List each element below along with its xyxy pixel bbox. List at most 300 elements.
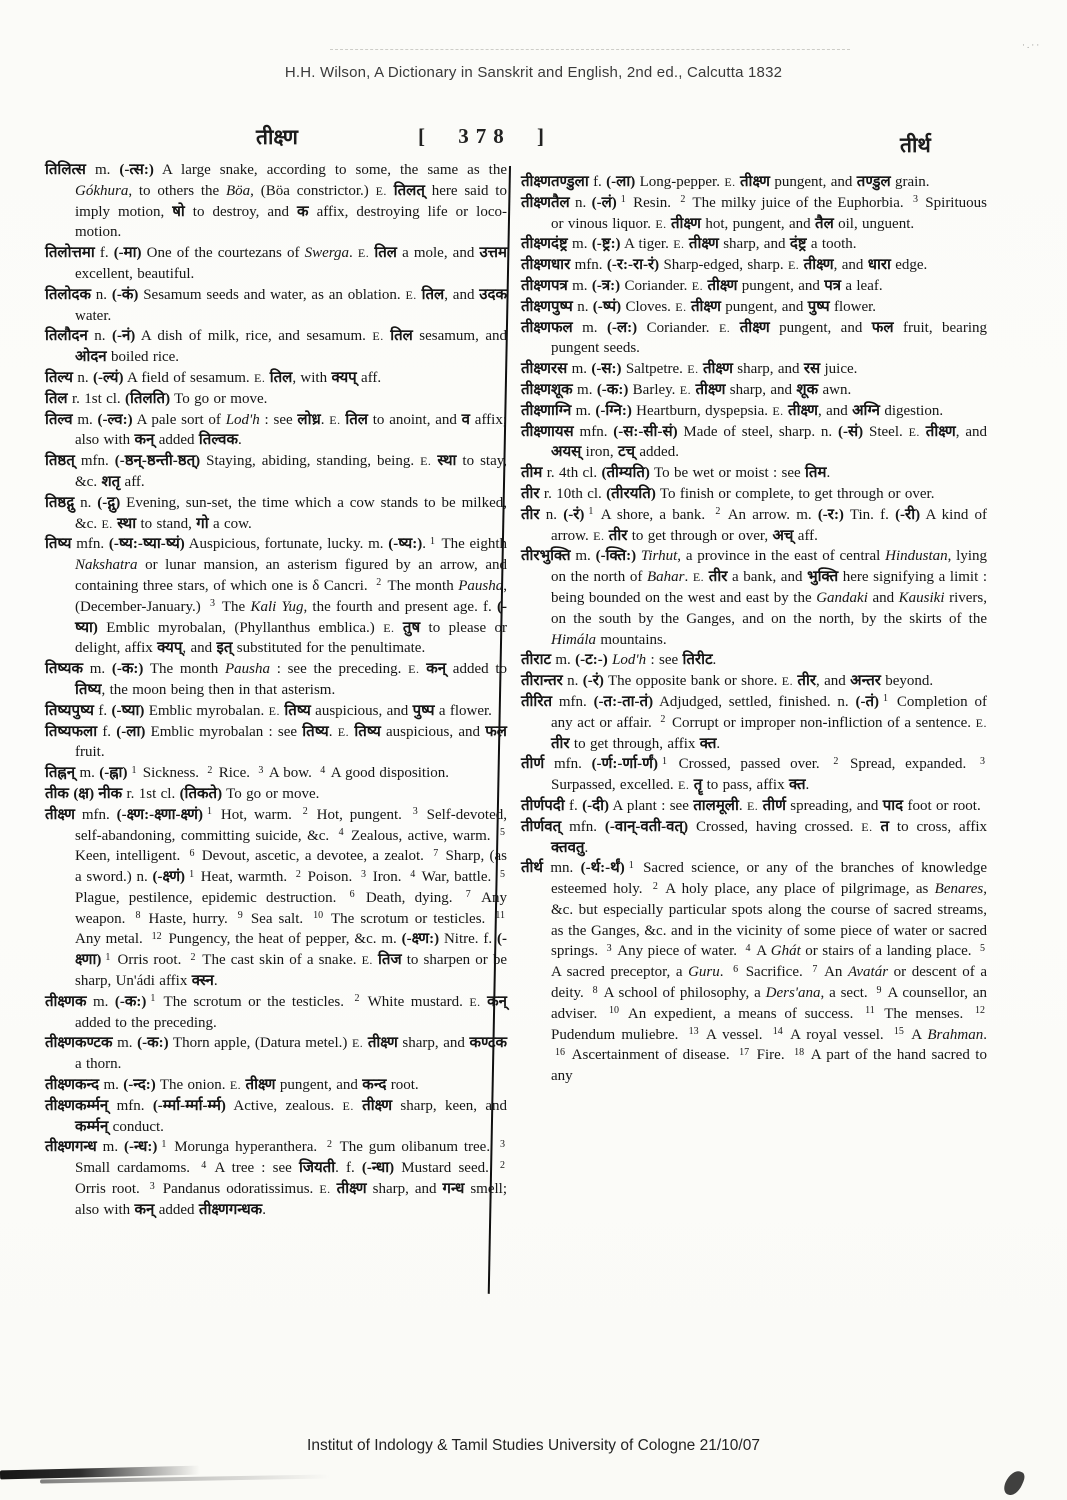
devanagari-text: (-कं) bbox=[111, 286, 139, 303]
dictionary-entry: तीरित mfn. (-त:-ता-तं) Adjudged, settled, finished. n. (-तं) $^1$ Completion of any act or affair. $^2$ Corrupt or improper non-infliction of a sentence. E. तीर to get through, affix क्त. bbox=[521, 693, 988, 752]
headword: तीक्ष्णाग्नि bbox=[521, 402, 576, 419]
sense-number: 2 bbox=[207, 764, 213, 776]
headword: तिलौदन bbox=[45, 328, 95, 345]
dictionary-entry: तीक्ष्णपत्र m. (-त्र:) Coriander. E. तीक्ष्ण pungent, and पत्र a leaf. bbox=[521, 277, 883, 294]
devanagari-text: तीक्ष्ण bbox=[783, 402, 818, 419]
sense-number: 3 bbox=[149, 1180, 155, 1192]
devanagari-text: (-स:) bbox=[591, 361, 622, 378]
sense-number: 3 bbox=[258, 764, 264, 776]
devanagari-text: रस bbox=[803, 361, 821, 378]
dictionary-entry: तिह्नन् m. (-ह्ना) $^1$ Sickness. $^2$ Rice. $^3$ A bow. $^4$ A good disposition. bbox=[45, 764, 450, 782]
devanagari-text: (-ष्पं) bbox=[592, 298, 622, 315]
dictionary-entry: तीक्ष्ण mfn. (-क्ष्ण:-क्ष्णा-क्ष्णं) $^1$ Hot, warm. $^2$ Hot, pungent. $^3$ Self-devoted, self-abandoning, committing suicide, &c. $^4$ Zealous, active, warm. $^5$ Keen, intelligent. $^6$ Devout, ascetic, a devotee, a zealot. $^7$ Sharp, (as a sword.) n. (-क्ष्णं) $^1$ Heat, warmth. $^2$ Poison. $^3$ Iron. $^4$ War, battle. $^5$ Plague, pestilence, epidemic destruction. $^6$ Death, dying. $^7$ Any weapon. $^8$ Haste, hurry. $^9$ Sea salt. $^{10}$ The scrotum or testicles. $^{11}$ Any metal. $^{12}$ Pungency, the heat of pepper, &c. m. (-क्ष्ण:) Nitre. f. (-क्ष्णा) $^1$ Orris root. $^2$ The cast skin of a snake. E. तिज to sharpen or be sharp, Un'ádi affix क्स्न. bbox=[45, 806, 507, 990]
italic-term: Lod'h bbox=[225, 411, 260, 428]
devanagari-text: भुक्ति bbox=[807, 569, 839, 586]
headword: तिल्व bbox=[45, 411, 78, 428]
devanagari-text: कन्द bbox=[362, 1077, 387, 1094]
devanagari-text: (-मा) bbox=[113, 245, 142, 262]
sense-number: 3 bbox=[912, 194, 918, 206]
etymology-marker: E. bbox=[687, 362, 699, 377]
devanagari-text: ओदन bbox=[75, 349, 107, 366]
italic-term: Gandaki bbox=[816, 589, 868, 606]
devanagari-text: (-द्गु) bbox=[97, 494, 121, 511]
etymology-marker: E. bbox=[675, 299, 687, 314]
italic-term: Ders'ana bbox=[765, 985, 821, 1002]
etymology-marker: E. bbox=[319, 1182, 331, 1197]
sense-number: 11 bbox=[865, 1005, 875, 1017]
devanagari-text: (-ला) bbox=[116, 723, 146, 740]
etymology-marker: E. bbox=[724, 175, 736, 189]
dictionary-entry: तीक्ष्णदंष्ट्र m. (-ष्ट्र:) A tiger. E. तीक्ष्ण sharp, and दंष्ट्र a tooth. bbox=[521, 236, 857, 253]
italic-term: Kali Yug bbox=[250, 598, 304, 615]
devanagari-text: (-ष्या) bbox=[111, 702, 145, 719]
sense-number: 3 bbox=[361, 868, 366, 880]
sense-number: 1 bbox=[189, 868, 195, 880]
headword: तीर bbox=[521, 485, 544, 502]
devanagari-text: तिष्य bbox=[280, 702, 311, 719]
sense-number: 9 bbox=[237, 910, 243, 922]
sense-number: 12 bbox=[151, 930, 162, 942]
headword: तीक्ष्णपत्र bbox=[521, 277, 573, 294]
sense-number: 8 bbox=[135, 910, 141, 922]
sense-number: 7 bbox=[465, 889, 471, 901]
etymology-marker: E. bbox=[655, 216, 667, 231]
devanagari-text: (तीम्यति) bbox=[601, 465, 650, 482]
italic-term: Böa bbox=[225, 182, 251, 199]
italic-term: Ghát bbox=[770, 943, 801, 960]
devanagari-text: (-र:-रा-रं) bbox=[606, 257, 660, 274]
devanagari-text: व bbox=[461, 411, 471, 428]
devanagari-text: तिल bbox=[340, 411, 368, 428]
sense-number: 1 bbox=[430, 535, 435, 547]
headword: तीक्ष्णतण्डुला bbox=[521, 174, 594, 190]
devanagari-text: नीक bbox=[98, 785, 123, 802]
devanagari-text: क्यप् bbox=[157, 640, 183, 657]
dictionary-entry: तिष्य mfn. (-ष्य:-ष्या-ष्यं) Auspicious, fortunate, lucky. m. (-ष्य:). $^1$ The eighth Nakshatra or lunar mansion, an asterism figured by an arrow, and containing three stars, of which one is δ Cancri. $^2$ The month Pausha, (December-January.) $^3$ The Kali Yug, the fourth and present age. f. (-ष्या) Emblic myrobalan, (Phyllanthus emblica.) E. तुष to please or delight, affix क्यप्, and इत् substituted for the penultimate. bbox=[45, 535, 508, 657]
devanagari-text: टच् bbox=[617, 444, 636, 461]
dictionary-entry: तीक्ष्णकन्द m. (-न्द:) The onion. E. तीक्ष्ण pungent, and कन्द root. bbox=[45, 1077, 419, 1094]
dictionary-entry: तीराट m. (-ट:-) Lod'h : see तिरीट. bbox=[521, 652, 717, 669]
headword: तीर्थ bbox=[521, 860, 551, 877]
italic-term: Pausha bbox=[224, 661, 270, 678]
sense-number: 18 bbox=[794, 1046, 805, 1058]
headword: तीक्ष्णकर्म्मन् bbox=[45, 1097, 117, 1114]
devanagari-text: (तीरयति) bbox=[606, 485, 656, 502]
dictionary-entry: तीक्ष्णरस m. (-स:) Saltpetre. E. तीक्ष्ण sharp, and रस juice. bbox=[521, 361, 858, 378]
dictionary-entry: तीक्ष्णकण्टक m. (-क:) Thorn apple, (Datura metel.) E. तीक्ष्ण sharp, and कण्टक a thorn. bbox=[45, 1035, 507, 1073]
devanagari-text: तिल bbox=[369, 245, 397, 262]
sense-number: 10 bbox=[313, 910, 324, 922]
sense-number: 12 bbox=[975, 1005, 985, 1017]
dictionary-entry: तिलोत्तमा f. (-मा) One of the courtezans of Swerga. E. तिल a mole, and उत्तम excellent, beautiful. bbox=[45, 245, 507, 282]
devanagari-text: (-क्ष्ण:-क्ष्णा-क्ष्णं) bbox=[116, 806, 204, 823]
sense-number: 1 bbox=[588, 506, 594, 518]
scan-source-caption: H.H. Wilson, A Dictionary in Sanskrit and English, 2nd ed., Calcutta 1832 bbox=[284, 64, 783, 81]
sense-number: 2 bbox=[680, 194, 686, 206]
running-head-right: तीर्थ bbox=[900, 133, 931, 157]
devanagari-text: तुष bbox=[394, 619, 421, 636]
sense-number: 2 bbox=[500, 1159, 506, 1171]
devanagari-text: उदक bbox=[479, 286, 507, 303]
devanagari-text: कन् bbox=[419, 661, 447, 678]
headword: तीक्ष्णक bbox=[45, 993, 93, 1010]
headword: तीक्ष्णधार bbox=[521, 257, 575, 274]
devanagari-text: (-न्ध:) bbox=[123, 1139, 158, 1156]
etymology-marker: E. bbox=[420, 454, 432, 469]
devanagari-text: (-ल:) bbox=[607, 319, 638, 336]
devanagari-text: कन् bbox=[134, 1201, 155, 1218]
sense-number: 3 bbox=[606, 942, 612, 954]
devanagari-text: क्त bbox=[699, 735, 717, 752]
italic-term: Lod'h bbox=[612, 652, 647, 669]
italic-term: Gókhura bbox=[75, 182, 129, 199]
devanagari-text: तीक्ष्ण bbox=[363, 1035, 398, 1052]
headword: तिष्ठत् bbox=[45, 453, 81, 470]
headword: तीक्ष्णदंष्ट्र bbox=[521, 236, 573, 253]
etymology-marker: E. bbox=[781, 674, 794, 689]
dictionary-entry: तिलित्स m. (-त्स:) A large snake, according to some, the same as the Gókhura, to others the Böa, (Böa constrictor.) E. तिलत् here said to imply motion, षो to destroy, and क affix, destroying life or loco-motion. bbox=[45, 162, 508, 241]
sense-number: 5 bbox=[980, 942, 985, 954]
devanagari-text: पाद bbox=[882, 797, 904, 814]
dictionary-entry: तीक्ष्णधार mfn. (-र:-रा-रं) Sharp-edged, sharp. E. तीक्ष्ण, and धारा edge. bbox=[521, 257, 928, 274]
dictionary-entry: तीक्ष्णतैल n. (-लं) $^1$ Resin. $^2$ The milky juice of the Euphorbia. $^3$ Spirituous or vinous liquor. E. तीक्ष्ण hot, pungent, and तैल oil, unguent. bbox=[521, 194, 987, 232]
etymology-marker: E. bbox=[357, 246, 370, 261]
headword: तीक्ष्णशूक bbox=[521, 381, 578, 398]
devanagari-text: जियती bbox=[298, 1160, 336, 1177]
italic-term: Guru bbox=[688, 964, 720, 981]
sense-number: 2 bbox=[295, 868, 301, 880]
devanagari-text: (-दी) bbox=[582, 797, 609, 814]
headword: तीक bbox=[45, 785, 74, 802]
dictionary-entry: तीर n. (-रं) $^1$ A shore, a bank. $^2$ An arrow. m. (-र:) Tin. f. (-री) A kind of arrow. E. तीर to get through or over, अच् aff. bbox=[521, 506, 988, 544]
devanagari-text: शूक bbox=[796, 381, 819, 398]
devanagari-text: तीक्ष्णगन्धक bbox=[198, 1201, 263, 1218]
sense-number: 1 bbox=[661, 755, 667, 767]
footer-caption: Institut of Indology & Tamil Studies University of Cologne 21/10/07 bbox=[307, 1437, 760, 1454]
devanagari-text: (-रं) bbox=[563, 506, 585, 523]
devanagari-text: तीक्ष्ण bbox=[691, 381, 726, 398]
headword: तीर्णपदी bbox=[521, 797, 570, 814]
sense-number: 2 bbox=[715, 506, 721, 518]
sense-number: 1 bbox=[207, 806, 213, 818]
devanagari-text: (-क:) bbox=[114, 993, 147, 1010]
sense-number: 17 bbox=[739, 1046, 750, 1058]
etymology-marker: E. bbox=[772, 403, 784, 418]
sense-number: 6 bbox=[349, 889, 355, 901]
devanagari-text: अग्नि bbox=[852, 402, 880, 419]
devanagari-text: (-ह्ना) bbox=[99, 765, 128, 782]
devanagari-text: तिष्य bbox=[302, 723, 329, 740]
devanagari-text: अच् bbox=[772, 527, 794, 544]
dictionary-entry: तीम r. 4th cl. (तीम्यति) To be wet or moist : see तिम. bbox=[521, 465, 831, 482]
devanagari-text: इत् bbox=[216, 640, 233, 657]
devanagari-text: तिल bbox=[416, 286, 445, 303]
devanagari-text: कर्म्मन् bbox=[75, 1118, 109, 1135]
sense-number: 7 bbox=[812, 963, 818, 975]
dictionary-entry: तीरान्तर n. (-रं) The opposite bank or shore. E. तीर, and अन्तर beyond. bbox=[521, 673, 934, 690]
dictionary-entry: तिल्व m. (-ल्व:) A pale sort of Lod'h : see लोध्र. E. तिल to anoint, and व affix; also with कन् added तिल्वक. bbox=[45, 411, 508, 449]
etymology-marker: E. bbox=[469, 994, 481, 1009]
italic-term: Kausiki bbox=[898, 589, 945, 606]
devanagari-text: (-क्ति:) bbox=[595, 548, 637, 565]
etymology-marker: E. bbox=[678, 778, 690, 793]
devanagari-text: (-र:) bbox=[817, 506, 844, 523]
devanagari-text: (-ष्य:) bbox=[388, 536, 423, 553]
devanagari-text: धारा bbox=[867, 257, 891, 274]
devanagari-text: तीक्ष्ण bbox=[730, 319, 770, 336]
devanagari-text: तीक्ष्ण bbox=[735, 174, 770, 190]
devanagari-text: (-ष्ठन्-ष्ठन्ती-ष्ठत्) bbox=[114, 453, 201, 470]
headword: तिष्यक bbox=[45, 661, 90, 678]
devanagari-text: (-ल्यं) bbox=[92, 369, 124, 386]
headword: तीक्ष्णगन्ध bbox=[45, 1139, 103, 1156]
devanagari-text: तीक्ष्ण bbox=[698, 361, 733, 378]
devanagari-text: गन्ध bbox=[442, 1181, 465, 1198]
sense-number: 4 bbox=[320, 764, 326, 776]
headword: तीक्ष्णकन्द bbox=[45, 1077, 104, 1094]
italic-term: Brahman bbox=[927, 1026, 984, 1043]
devanagari-text: तिल्वक bbox=[198, 432, 238, 449]
etymology-marker: E. bbox=[975, 715, 988, 730]
devanagari-text: तीर bbox=[793, 673, 816, 690]
devanagari-text: (-ला) bbox=[606, 174, 636, 190]
sense-number: 10 bbox=[609, 1005, 619, 1017]
dictionary-entry: तीक्ष्णगन्ध m. (-न्ध:) $^1$ Morunga hyperanthera. $^2$ The gum olibanum tree. $^3$ Small cardamoms. $^4$ A tree : see जियती. f. (-न्धा) Mustard seed. $^2$ Orris root. $^3$ Pandanus odoratissimus. E. तीक्ष्ण sharp, and गन्ध smell; also with कन् added तीक्ष्णगन्धक. bbox=[45, 1138, 507, 1218]
sense-number: 6 bbox=[733, 963, 739, 975]
etymology-marker: E. bbox=[229, 1078, 242, 1093]
etymology-marker: E. bbox=[372, 329, 384, 344]
dictionary-entry: तिष्यपुष्य f. (-ष्या) Emblic myrobalan. E. तिष्य auspicious, and पुष्प a flower. bbox=[45, 702, 492, 719]
headword: तीर्णवत् bbox=[521, 818, 570, 835]
devanagari-text: लोध्र bbox=[297, 411, 321, 428]
devanagari-text: तिल bbox=[265, 369, 293, 386]
etymology-marker: E. bbox=[787, 258, 800, 273]
devanagari-text: (-क्ष्णा) bbox=[75, 931, 507, 969]
page-number: [ 378 ] bbox=[418, 124, 551, 148]
devanagari-text: तीर bbox=[551, 735, 570, 752]
devanagari-text: तीक्ष्ण bbox=[919, 423, 956, 440]
etymology-marker: E. bbox=[342, 1098, 354, 1113]
sense-number: 4 bbox=[745, 942, 751, 954]
etymology-marker: E. bbox=[718, 320, 731, 335]
sense-number: 2 bbox=[326, 1138, 332, 1150]
devanagari-text: (-ल्व:) bbox=[97, 411, 133, 428]
devanagari-text: (-नं) bbox=[111, 328, 136, 345]
devanagari-text: पुष्प bbox=[412, 702, 435, 719]
etymology-marker: E. bbox=[383, 620, 395, 635]
devanagari-text: तिष्य bbox=[349, 723, 381, 740]
dictionary-entry: तिलौदन n. (-नं) A dish of milk, rice, and sesamum. E. तिल sesamum, and ओदन boiled rice. bbox=[45, 328, 507, 366]
dictionary-entry: तिलोदक n. (-कं) Sesamum seeds and water, as an oblation. E. तिल, and उदक water. bbox=[45, 286, 507, 324]
italic-term: Tirhut bbox=[640, 548, 678, 565]
devanagari-text: षो bbox=[172, 203, 185, 220]
devanagari-text: तीर bbox=[604, 527, 628, 544]
devanagari-text: (-रं) bbox=[582, 673, 604, 690]
devanagari-text: (-क्ष्ण:) bbox=[401, 931, 440, 948]
sense-number: 8 bbox=[592, 984, 598, 996]
devanagari-text: (-क:) bbox=[137, 1035, 169, 1052]
devanagari-text: तिल bbox=[383, 328, 413, 345]
devanagari-text: तालमूली bbox=[693, 797, 739, 814]
italic-term: Himála bbox=[551, 631, 596, 648]
devanagari-text: क bbox=[297, 203, 309, 220]
devanagari-text: (-ष्या) bbox=[75, 598, 508, 636]
dictionary-entry: तिष्ठत् mfn. (-ष्ठन्-ष्ठन्ती-ष्ठत्) Staying, abiding, standing, being. E. स्था to stay, &c. शतृ aff. bbox=[45, 453, 508, 490]
dictionary-entry: तीक्ष्णाग्नि m. (-ग्नि:) Heartburn, dyspepsia. E. तीक्ष्ण, and अग्नि digestion. bbox=[521, 402, 944, 419]
headword: तीरान्तर bbox=[521, 673, 568, 690]
devanagari-text: कण्टक bbox=[469, 1035, 507, 1052]
sense-number: 1 bbox=[628, 859, 634, 871]
devanagari-text: कन् bbox=[480, 993, 507, 1010]
sense-number: 2 bbox=[652, 880, 658, 892]
headword: तिष्यपुष्य bbox=[45, 702, 99, 719]
devanagari-text: पुष्प bbox=[807, 298, 830, 315]
devanagari-text: (-स:-सी-सं) bbox=[613, 423, 678, 440]
devanagari-text: (-र्ण:-र्णा-र्णं) bbox=[591, 756, 658, 773]
italic-term: Pausha bbox=[458, 577, 504, 594]
sense-number: 11 bbox=[495, 910, 505, 922]
devanagari-text: (-त्र:) bbox=[591, 277, 621, 294]
devanagari-text: (-त्स:) bbox=[119, 162, 154, 178]
devanagari-text: तिष्य bbox=[75, 681, 102, 698]
devanagari-text: तीक्ष्ण bbox=[799, 257, 834, 274]
headword: तीक्ष्णायस bbox=[521, 423, 580, 440]
devanagari-text: (तिकते) bbox=[179, 785, 223, 802]
italic-term: Avatár bbox=[848, 964, 889, 981]
sense-number: 3 bbox=[412, 806, 418, 818]
devanagari-text: (-क्ष्णं) bbox=[152, 869, 186, 886]
headword: तीराट bbox=[521, 652, 556, 669]
etymology-marker: E. bbox=[337, 724, 350, 739]
dictionary-entry: तीर r. 10th cl. (तीरयति) To finish or complete, to get through or over. bbox=[521, 485, 935, 502]
headword: तीक्ष्णपुष्प bbox=[521, 298, 578, 315]
headword: तीक्ष्णफल bbox=[521, 319, 583, 336]
headword: तीक्ष्णकण्टक bbox=[45, 1035, 118, 1052]
devanagari-text: तीक्ष्ण bbox=[703, 277, 738, 294]
sense-number: 1 bbox=[620, 194, 626, 206]
italic-term: Hindustan bbox=[885, 548, 948, 565]
sense-number: 5 bbox=[500, 827, 505, 838]
sense-number: 2 bbox=[354, 993, 360, 1005]
dictionary-entry: तीक (क्ष) नीक r. 1st cl. (तिकते) To go or move. bbox=[45, 785, 320, 802]
headword: तिष्य bbox=[45, 536, 77, 553]
etymology-marker: E. bbox=[593, 528, 605, 543]
dictionary-entry: तिष्ठद्गु n. (-द्गु) Evening, sun-set, the time which a cow stands to be milked, &c. E. स्था to stand, गो a cow. bbox=[45, 494, 507, 532]
sense-number: 4 bbox=[201, 1159, 207, 1171]
headword: तिलोदक bbox=[45, 286, 96, 303]
devanagari-text: (-क:) bbox=[111, 661, 144, 678]
sense-number: 14 bbox=[772, 1026, 783, 1038]
dictionary-entry: तिल r. 1st cl. (तिलति) To go or move. bbox=[45, 390, 268, 407]
etymology-marker: E. bbox=[746, 798, 759, 813]
devanagari-text: उत्तम bbox=[479, 245, 507, 262]
devanagari-text: स्था bbox=[112, 515, 137, 532]
sense-number: 4 bbox=[410, 868, 416, 880]
etymology-marker: E. bbox=[679, 382, 692, 397]
etymology-marker: E. bbox=[692, 570, 705, 585]
sense-number: 16 bbox=[555, 1046, 565, 1058]
sense-number: 13 bbox=[688, 1026, 699, 1038]
headword: तीर्ण bbox=[521, 756, 554, 773]
sense-number: 15 bbox=[893, 1026, 904, 1038]
scan-artifact-corner-noise: ·.·· bbox=[1022, 40, 1042, 50]
dictionary-entry: तीर्ण mfn. (-र्ण:-र्णा-र्णं) $^1$ Crossed, passed over. $^2$ Spread, expanded. $^3$ Surpassed, excelled. E. तॄ to pass, affix क्त. bbox=[521, 755, 985, 794]
devanagari-text: त bbox=[872, 818, 890, 835]
devanagari-text: तिज bbox=[372, 952, 402, 969]
sense-number: 3 bbox=[499, 1138, 505, 1150]
devanagari-text: स्था bbox=[431, 453, 457, 470]
headword: तिलोत्तमा bbox=[45, 245, 100, 262]
dictionary-entry: तिष्यक m. (-क:) The month Pausha : see the preceding. E. कन् added to तिष्य, the moon being then in that asterism. bbox=[45, 661, 508, 698]
dictionary-entry: तीक्ष्णायस mfn. (-स:-सी-सं) Made of steel, sharp. n. (-सं) Steel. E. तीक्ष्ण, and अयस् iron, टच् added. bbox=[521, 423, 988, 461]
devanagari-text: पत्र bbox=[824, 277, 842, 294]
sense-number: 5 bbox=[500, 868, 505, 880]
dictionary-entry: तीक्ष्णशूक m. (-क:) Barley. E. तीक्ष्ण sharp, and शूक awn. bbox=[521, 381, 852, 398]
devanagari-text: तीर्ण bbox=[758, 797, 786, 814]
devanagari-text: (-ष्ट्र:) bbox=[591, 236, 621, 253]
devanagari-text: (-तं) bbox=[855, 693, 880, 710]
devanagari-text: तीक्ष्ण bbox=[686, 298, 721, 315]
devanagari-text: दंष्ट्र bbox=[789, 236, 807, 253]
devanagari-text: तिम bbox=[805, 465, 827, 482]
dictionary-entry: तिल्य n. (-ल्यं) A field of sesamum. E. तिल, with क्यप् aff. bbox=[45, 369, 382, 386]
devanagari-text: तण्डुल bbox=[856, 174, 891, 190]
sense-number: 1 bbox=[161, 1138, 167, 1150]
etymology-marker: E. bbox=[268, 703, 280, 718]
etymology-marker: E. bbox=[673, 237, 685, 252]
devanagari-text: शतृ bbox=[101, 473, 121, 490]
italic-term: Bahar bbox=[646, 569, 685, 586]
headword: तिल bbox=[45, 390, 72, 407]
headword: तिष्यफला bbox=[45, 723, 103, 740]
sense-number: 3 bbox=[979, 755, 985, 767]
sense-number: 1 bbox=[883, 693, 889, 705]
devanagari-text: तीक्ष्ण bbox=[353, 1097, 393, 1114]
dictionary-entry: तीक्ष्णकर्म्मन् mfn. (-र्म्मा-र्म्मा-र्म्म) Active, zealous. E. तीक्ष्ण sharp, keen, and कर्म्मन् conduct. bbox=[45, 1097, 508, 1135]
devanagari-text: क्तवतु bbox=[551, 839, 585, 856]
devanagari-text: (-र्म्मा-र्म्मा-र्म्म) bbox=[152, 1097, 226, 1114]
devanagari-text: (-त:-ता-तं) bbox=[593, 693, 654, 710]
devanagari-text: (-न्द:) bbox=[123, 1077, 156, 1094]
devanagari-text: तीक्ष्ण bbox=[684, 236, 719, 253]
column-right bbox=[521, 172, 987, 1087]
devanagari-text: फल bbox=[871, 319, 894, 336]
etymology-marker: E. bbox=[329, 412, 341, 427]
devanagari-text: तैल bbox=[815, 215, 834, 232]
devanagari-text: कन् bbox=[134, 432, 155, 449]
dictionary-entry: तीक्ष्णफल m. (-ल:) Coriander. E. तीक्ष्ण pungent, and फल fruit, bearing pungent seeds. bbox=[521, 319, 987, 357]
devanagari-text: तॄ bbox=[689, 777, 703, 794]
headword: तीक्ष्णतैल bbox=[521, 194, 576, 211]
dictionary-entry: तीरभुक्ति m. (-क्ति:) Tirhut, a province in the east of central Hindustan, lying on the north of Bahar. E. तीर a bank, and भुक्ति here signifying a limit : being bounded on the west and east by the Gandaki and Kausiki rivers, on the south by the Ganges, and on the north, by the skirts of the Himála mountains. bbox=[521, 548, 988, 648]
devanagari-text: तीक्ष्ण bbox=[241, 1077, 276, 1094]
dictionary-entry: तीक्ष्णक m. (-क:) $^1$ The scrotum or the testicles. $^2$ White mustard. E. कन् added to the preceding. bbox=[45, 993, 507, 1031]
headword: तिलित्स bbox=[45, 162, 95, 178]
running-head-left: तीक्ष्ण bbox=[256, 125, 298, 149]
sense-number: 1 bbox=[105, 951, 111, 963]
headword: तीक्ष्णरस bbox=[521, 361, 572, 378]
devanagari-text: (क्ष) bbox=[73, 785, 95, 802]
devanagari-text: (तिलति) bbox=[125, 390, 171, 407]
etymology-marker: E. bbox=[408, 662, 420, 677]
headword: तिल्य bbox=[45, 369, 78, 386]
devanagari-text: अयस् bbox=[551, 444, 582, 461]
devanagari-text: (-ष्य:-ष्या-ष्यं) bbox=[108, 536, 185, 553]
devanagari-text: (-क:) bbox=[596, 381, 629, 398]
etymology-marker: E. bbox=[101, 516, 113, 531]
italic-term: Benares bbox=[934, 881, 984, 898]
devanagari-text: तीक्ष्ण bbox=[666, 215, 701, 232]
